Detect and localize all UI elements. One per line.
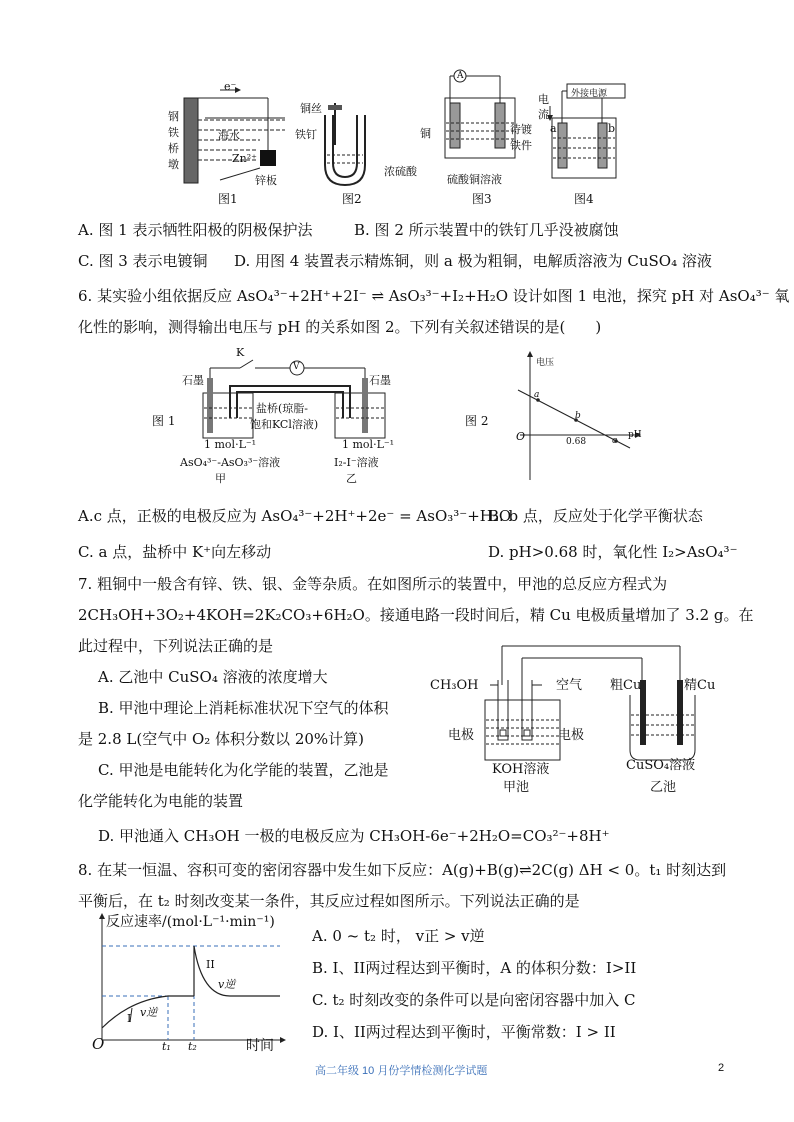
- page-number: 2: [718, 1062, 725, 1074]
- q7-stem-line3: 此过程中，下列说法正确的是: [78, 637, 274, 655]
- q8-graph-v-reverse-upper: v逆: [218, 978, 236, 991]
- fig4-b-label: b: [608, 122, 616, 135]
- q8-option-b: B. I、II两过程达到平衡时，A 的体积分数：I>II: [312, 959, 637, 977]
- q8-graph-t2: t₂: [188, 1040, 197, 1053]
- q8-option-d: D. I、II两过程达到平衡时，平衡常数：I > II: [312, 1023, 616, 1041]
- q6-fig1-left-name: 甲: [215, 472, 226, 485]
- fig4-caption: 图4: [574, 192, 594, 206]
- q7-option-b-line1: B. 甲池中理论上消耗标准状况下空气的体积: [98, 699, 389, 717]
- q8-stem-line2: 平衡后，在 t₂ 时刻改变某一条件，其反应过程如图所示。下列说法正确的是: [78, 892, 580, 910]
- q6-fig1-bridge-label-2: 饱和KCl溶液): [250, 418, 319, 431]
- q8-graph-y-label: 反应速率/(mol·L⁻¹·min⁻¹): [106, 914, 275, 930]
- fig4-current-label-2: 流: [538, 108, 549, 121]
- q6-fig1-right-conc: 1 mol·L⁻¹: [342, 438, 395, 451]
- q6-fig1-right-name: 乙: [346, 472, 357, 485]
- q8-option-a: A. 0 ~ t₂ 时， v正 > v逆: [312, 927, 485, 945]
- q7-option-b-line2: 是 2.8 L(空气中 O₂ 体积分数以 20%计算): [78, 730, 365, 748]
- q7-option-a: A. 乙池中 CuSO₄ 溶液的浓度增大: [98, 668, 328, 686]
- q6-fig1-left-solution: AsO₄³⁻-AsO₃³⁻溶液: [180, 456, 281, 469]
- fig3-caption: 图3: [472, 192, 492, 206]
- q8-graph-label-I: I: [127, 1012, 132, 1025]
- fig2-wire-label: 铜丝: [300, 102, 322, 115]
- q8-graph-label-II: II: [206, 958, 215, 971]
- q7-fig-methanol-label: CH₃OH: [430, 678, 479, 693]
- fig2-nail-label: 铁钉: [295, 128, 317, 141]
- q6-option-b: B. b 点，反应处于化学平衡状态: [488, 507, 703, 525]
- q6-fig1-left-conc: 1 mol·L⁻¹: [204, 438, 257, 451]
- q6-fig2-label: 图 2: [465, 414, 489, 428]
- fig3-copper-label: 铜: [420, 127, 431, 140]
- q7-option-c-line1: C. 甲池是电能转化为化学能的装置，乙池是: [98, 761, 389, 779]
- q7-fig-cell-yi: 乙池: [650, 780, 677, 795]
- q7-option-c-line2: 化学能转化为电能的装置: [78, 792, 244, 810]
- fig3-plated-label-2: 铁件: [510, 139, 532, 152]
- q6-fig2-tick-label: 0.68: [566, 437, 587, 447]
- q6-fig2-x-axis-label: pH: [628, 430, 642, 440]
- q7-fig-electrode-left: 电极: [448, 728, 475, 743]
- q8-option-c: C. t₂ 时刻改变的条件可以是向密闭容器中加入 C: [312, 991, 636, 1009]
- fig1-pier-label-1: 钢: [168, 110, 179, 123]
- q8-graph-x-label: 时间: [246, 1038, 274, 1054]
- q7-fig-koh-label: KOH溶液: [492, 762, 550, 777]
- q8-graph-v-reverse-lower: v逆: [140, 1006, 158, 1019]
- q7-option-d: D. 甲池通入 CH₃OH 一极的电极反应为 CH₃OH-6e⁻+2H₂O=CO₃²⁻+8H⁺: [98, 827, 610, 845]
- q6-fig1-label: 图 1: [152, 414, 176, 428]
- fig3-ammeter-label: A: [457, 71, 464, 81]
- q8-stem-line1: 8. 在某一恒温、容积可变的密闭容器中发生如下反应：A(g)+B(g)⇌2C(g) ΔH < 0。t₁ 时刻达到: [78, 861, 727, 879]
- q6-fig1-graphite-left: 石墨: [182, 374, 204, 387]
- fig3-plated-label-1: 待镀: [510, 123, 532, 136]
- q6-fig1-k-label: K: [236, 346, 245, 359]
- q6-stem-line1: 6. 某实验小组依据反应 AsO₄³⁻+2H⁺+2I⁻ ⇌ AsO₃³⁻+I₂+H₂O 设计如图 1 电池，探究 pH 对 AsO₄³⁻ 氧: [78, 287, 790, 305]
- q8-graph-t1: t₁: [162, 1040, 171, 1053]
- q6-fig2-point-b: b: [575, 411, 581, 421]
- q7-fig-pure-cu-label: 精Cu: [684, 678, 716, 693]
- fig1-pier-label-4: 墩: [168, 158, 179, 171]
- fig1-pier-label-2: 铁: [168, 126, 179, 139]
- fig1-plate-label: 锌板: [255, 174, 277, 187]
- q8-graph-origin: O: [92, 1035, 105, 1053]
- q5-option-a: A. 图 1 表示牺牲阳极的阴极保护法: [78, 221, 313, 239]
- q6-option-c: C. a 点，盐桥中 K⁺向左移动: [78, 543, 272, 561]
- q6-fig1-right-solution: I₂-I⁻溶液: [334, 456, 379, 469]
- q7-fig-cell-jia: 甲池: [503, 780, 530, 795]
- fig1-water-label: 海水: [218, 129, 240, 142]
- q7-fig-air-label: 空气: [556, 678, 583, 693]
- q6-fig2-origin: O: [516, 430, 526, 443]
- fig4-a-label: a: [550, 122, 557, 135]
- page-footer: 高二年级 10 月份学情检测化学试题: [315, 1065, 488, 1077]
- q5-option-d: D. 用图 4 装置表示精炼铜，则 a 极为粗铜，电解质溶液为 CuSO₄ 溶液: [234, 252, 712, 270]
- fig4-current-label-1: 电: [538, 93, 549, 106]
- q6-figure-1-battery: [195, 348, 405, 448]
- q5-option-b: B. 图 2 所示装置中的铁钉几乎没被腐蚀: [354, 221, 619, 239]
- q7-fig-cuso4-label: CuSO₄溶液: [626, 758, 696, 773]
- q6-stem-line2: 化性的影响，测得输出电压与 pH 的关系如图 2。下列有关叙述错误的是( ): [78, 318, 602, 336]
- fig1-pier-label-3: 桥: [168, 142, 179, 155]
- q7-fig-crude-cu-label: 粗Cu: [610, 678, 642, 693]
- fig4-power-label: 外接电源: [571, 89, 608, 99]
- q6-fig1-bridge-label-1: 盐桥(琼脂-: [256, 402, 309, 415]
- q7-stem-line2: 2CH₃OH+3O₂+4KOH=2K₂CO₃+6H₂O。接通电路一段时间后，精 Cu 电极质量增加了 3.2 g。在: [78, 606, 754, 624]
- fig1-caption: 图1: [218, 192, 238, 206]
- fig3-solution-label: 硫酸铜溶液: [447, 173, 502, 186]
- q6-fig2-point-c: c: [612, 436, 618, 446]
- q5-option-c: C. 图 3 表示电镀铜: [78, 252, 208, 270]
- fig2-caption: 图2: [342, 192, 362, 206]
- q6-fig2-y-axis-label: 电压: [536, 358, 555, 368]
- q7-stem-line1: 7. 粗铜中一般含有锌、铁、银、金等杂质。在如图所示的装置中，甲池的总反应方程式为: [78, 575, 668, 593]
- q6-fig2-point-a: a: [534, 390, 540, 400]
- q6-option-d: D. pH>0.68 时，氧化性 I₂>AsO₄³⁻: [488, 543, 738, 561]
- q6-option-a: A.c 点，正极的电极反应为 AsO₄³⁻+2H⁺+2e⁻ = AsO₃³⁻+H₂O: [78, 507, 512, 525]
- q8-rate-time-graph: [90, 912, 290, 1050]
- fig1-electron-label: e⁻: [224, 80, 237, 93]
- fig1-ion-label: Zn²⁺: [232, 152, 257, 165]
- q6-fig1-graphite-right: 石墨: [369, 374, 391, 387]
- fig2-acid-label: 浓硫酸: [384, 165, 417, 178]
- q6-fig1-voltmeter-label: V: [293, 362, 300, 372]
- q7-fig-electrode-right: 电极: [558, 728, 585, 743]
